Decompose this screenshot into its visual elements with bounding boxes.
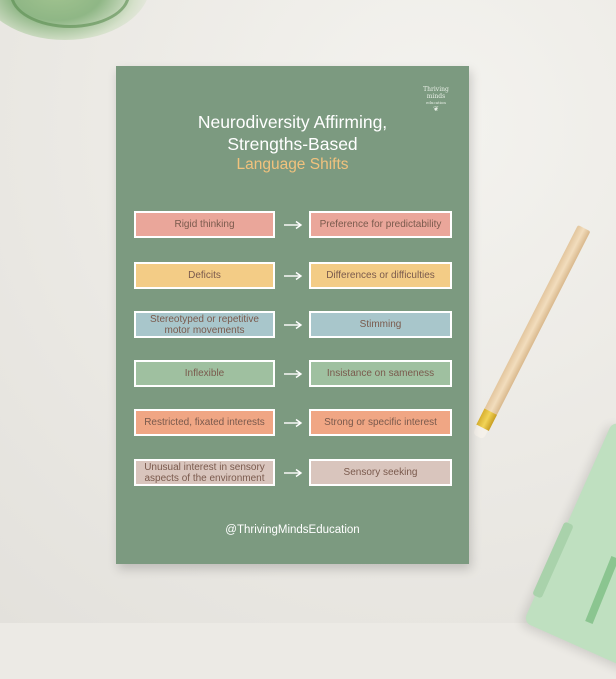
footer-handle: @ThrivingMindsEducation xyxy=(225,524,360,536)
row-1-to: Preference for predictability xyxy=(309,211,452,238)
right-arrow-icon xyxy=(282,262,304,289)
row-2-from: Deficits xyxy=(134,262,275,289)
poster xyxy=(116,66,469,564)
right-arrow-icon xyxy=(282,459,304,486)
right-arrow-icon xyxy=(282,360,304,387)
row-4-to: Insistance on sameness xyxy=(309,360,452,387)
poster-title-line1: Neurodiversity Affirming, xyxy=(197,112,388,132)
right-arrow-icon xyxy=(282,409,304,436)
logo-line2: minds xyxy=(426,93,446,100)
poster-subtitle: Language Shifts xyxy=(236,156,349,173)
right-arrow-icon xyxy=(282,211,304,238)
row-2-to: Differences or difficulties xyxy=(309,262,452,289)
logo-line3: education xyxy=(426,100,446,105)
logo-line1: Thriving xyxy=(423,86,449,93)
row-1-from: Rigid thinking xyxy=(134,211,275,238)
row-6-from: Unusual interest in sensory aspects of the environment xyxy=(134,459,275,486)
poster-title-line2: Strengths-Based xyxy=(227,134,358,154)
row-4-from: Inflexible xyxy=(134,360,275,387)
row-3-to: Stimming xyxy=(309,311,452,338)
brand-logo xyxy=(419,86,453,113)
right-arrow-icon xyxy=(282,311,304,338)
row-5-to: Strong or specific interest xyxy=(309,409,452,436)
leaf-icon: ❦ xyxy=(433,105,439,113)
row-6-to: Sensory seeking xyxy=(309,459,452,486)
row-3-from: Stereotyped or repetitive motor movements xyxy=(134,311,275,338)
row-5-from: Restricted, fixated interests xyxy=(134,409,275,436)
